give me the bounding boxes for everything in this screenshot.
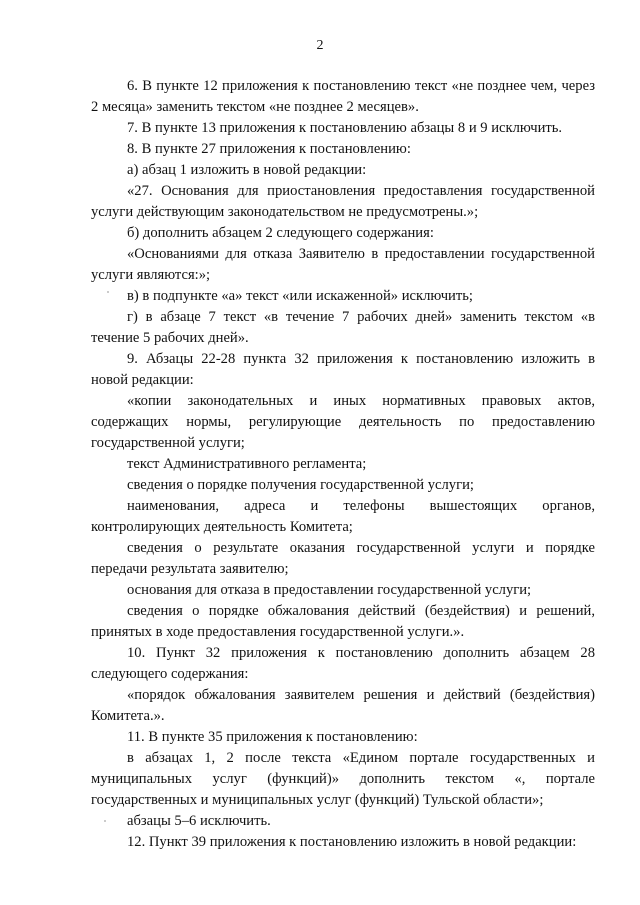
paragraph-9-item-5: сведения о результате оказания государственной услуги и порядке передачи результата заявителю;	[91, 540, 595, 577]
paragraph-9-item-2: текст Административного регламента;	[127, 456, 367, 472]
paragraph-11-item-1: в абзацах 1, 2 после текста «Едином портале государственных и муниципальных услуг (функций)» дополнить текстом «, портале государственных и муниципальных услуг (функций) Тульской области»;	[91, 750, 595, 808]
paragraph-8v: в) в подпункте «а» текст «или искаженной» исключить;	[127, 288, 473, 304]
paragraph-11-item-2: абзацы 5–6 исключить.	[127, 813, 271, 829]
paragraph-8a-quote: «27. Основания для приостановления предоставления государственной услуги действующим законодательством не предусмотрены.»;	[91, 183, 595, 220]
paragraph-8g: г) в абзаце 7 текст «в течение 7 рабочих дней» заменить текстом «в течение 5 рабочих дней».	[91, 309, 595, 346]
paragraph-12: 12. Пункт 39 приложения к постановлению изложить в новой редакции:	[127, 834, 577, 850]
paragraph-9-item-7: сведения о порядке обжалования действий (бездействия) и решений, принятых в ходе предоставления государственной услуги.».	[91, 603, 595, 640]
paragraph-9-item-3: сведения о порядке получения государственной услуги;	[127, 477, 474, 493]
paragraph-9-item-4: наименования, адреса и телефоны вышестоящих органов, контролирующих деятельность Комитета;	[91, 498, 595, 535]
scan-speck	[107, 291, 109, 293]
page-number: 2	[316, 38, 324, 53]
paragraph-8a: а) абзац 1 изложить в новой редакции:	[127, 162, 367, 178]
paragraph-10: 10. Пункт 32 приложения к постановлению дополнить абзацем 28 следующего содержания:	[91, 645, 595, 682]
paragraph-8b: б) дополнить абзацем 2 следующего содержания:	[127, 225, 434, 241]
paragraph-9-item-1: «копии законодательных и иных нормативных правовых актов, содержащих нормы, регулирующие деятельность по предоставлению государственной услуги;	[91, 393, 595, 451]
document-body	[91, 76, 595, 853]
paragraph-10-quote: «порядок обжалования заявителем решения и действий (бездействия) Комитета.».	[91, 687, 595, 724]
paragraph-9: 9. Абзацы 22-28 пункта 32 приложения к постановлению изложить в новой редакции:	[91, 351, 595, 388]
paragraph-8: 8. В пункте 27 приложения к постановлению:	[127, 141, 411, 157]
paragraph-11: 11. В пункте 35 приложения к постановлению:	[127, 729, 418, 745]
paragraph-7: 7. В пункте 13 приложения к постановлению абзацы 8 и 9 исключить.	[127, 120, 563, 136]
scan-speck	[104, 820, 106, 822]
paragraph-6: 6. В пункте 12 приложения к постановлению текст «не позднее чем, через 2 месяца» заменить текстом «не позднее 2 месяцев».	[91, 78, 595, 115]
paragraph-8b-quote: «Основаниями для отказа Заявителю в предоставлении государственной услуги являются:»;	[91, 246, 595, 283]
paragraph-9-item-6: основания для отказа в предоставлении государственной услуги;	[127, 582, 532, 598]
